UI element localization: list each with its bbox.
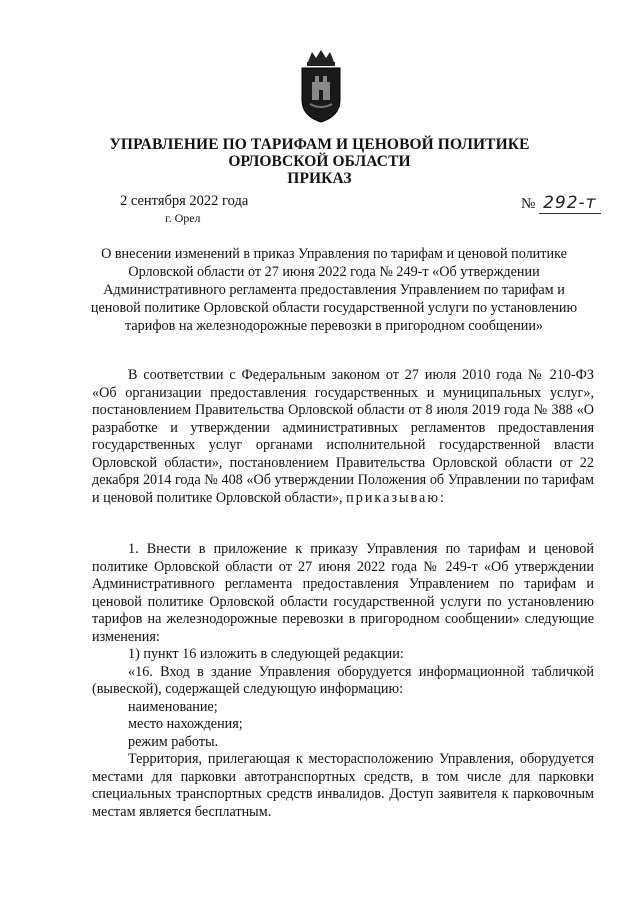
coat-of-arms-emblem — [296, 48, 346, 126]
clauses-block — [92, 541, 594, 821]
handwritten-number: 292-т — [539, 193, 601, 214]
header-line1: УПРАВЛЕНИЕ ПО ТАРИФАМ И ЦЕНОВОЙ ПОЛИТИКЕ — [109, 136, 530, 153]
number-prefix: № — [521, 196, 536, 212]
order-heading: ПРИКАЗ — [287, 170, 352, 187]
header-line2: ОРЛОВСКОЙ ОБЛАСТИ — [228, 153, 411, 170]
list-item: место нахождения; — [128, 716, 243, 732]
order-word: приказываю: — [346, 489, 446, 506]
paragraph-16: «16. Вход в здание Управления оборудуется информационной табличкой (вывеской), содержащей следующую информацию: — [92, 663, 594, 697]
list-item: режим работы. — [128, 733, 219, 750]
territory-paragraph: Территория, прилегающая к месторасположению Управления, оборудуется местами для парковки автотранспортных средств, в том числе для парковки специальных транспортных средств инвалидов. Доступ заявителя к парковочным местам является бесплатным. — [92, 751, 594, 820]
order-title: О внесении изменений в приказ Управления по тарифам и ценовой политике Орловской области от 27 июня 2022 года № 249-т «Об утверждении Административного регламента предоставления Управлением по тарифам и ценовой политике Орловской области государственной услуги по установлению тарифов на железнодорожные перевозки в пригородном сообщении» — [90, 246, 578, 334]
order-date: 2 сентября 2022 года — [120, 193, 249, 209]
subclause-1: 1) пункт 16 изложить в следующей редакции: — [128, 646, 404, 662]
preamble-block — [92, 367, 594, 507]
order-number — [521, 193, 601, 213]
list-item: наименование; — [128, 698, 218, 715]
clause-1: 1. Внести в приложение к приказу Управления по тарифам и ценовой политике Орловской области от 27 июня 2022 года № 249-т «Об утверждении Административного регламента предоставления Управлением по тарифам и ценовой политике Орловской области государственной услуги по установлению тарифов на железнодорожные перевозки в пригородном сообщении» следующие изменения: — [92, 541, 594, 645]
order-city: г. Орел — [165, 211, 201, 225]
preamble-text: В соответствии с Федеральным законом от 27 июля 2010 года № 210-ФЗ «Об организации предоставления государственных и муниципальных услуг», постановлением Правительства Орловской области от 8 июля 2019 года № 388 «О разработке и утверждении административных регламентов предоставления государственных услуг органами исполнительной государственной власти Орловской области», постановлением Правительства Орловской области от 22 декабря 2014 года № 408 «Об утверждении Положения об Управлении по тарифам и ценовой политике Орловской области», — [92, 367, 594, 506]
preamble-paragraph — [92, 367, 594, 507]
